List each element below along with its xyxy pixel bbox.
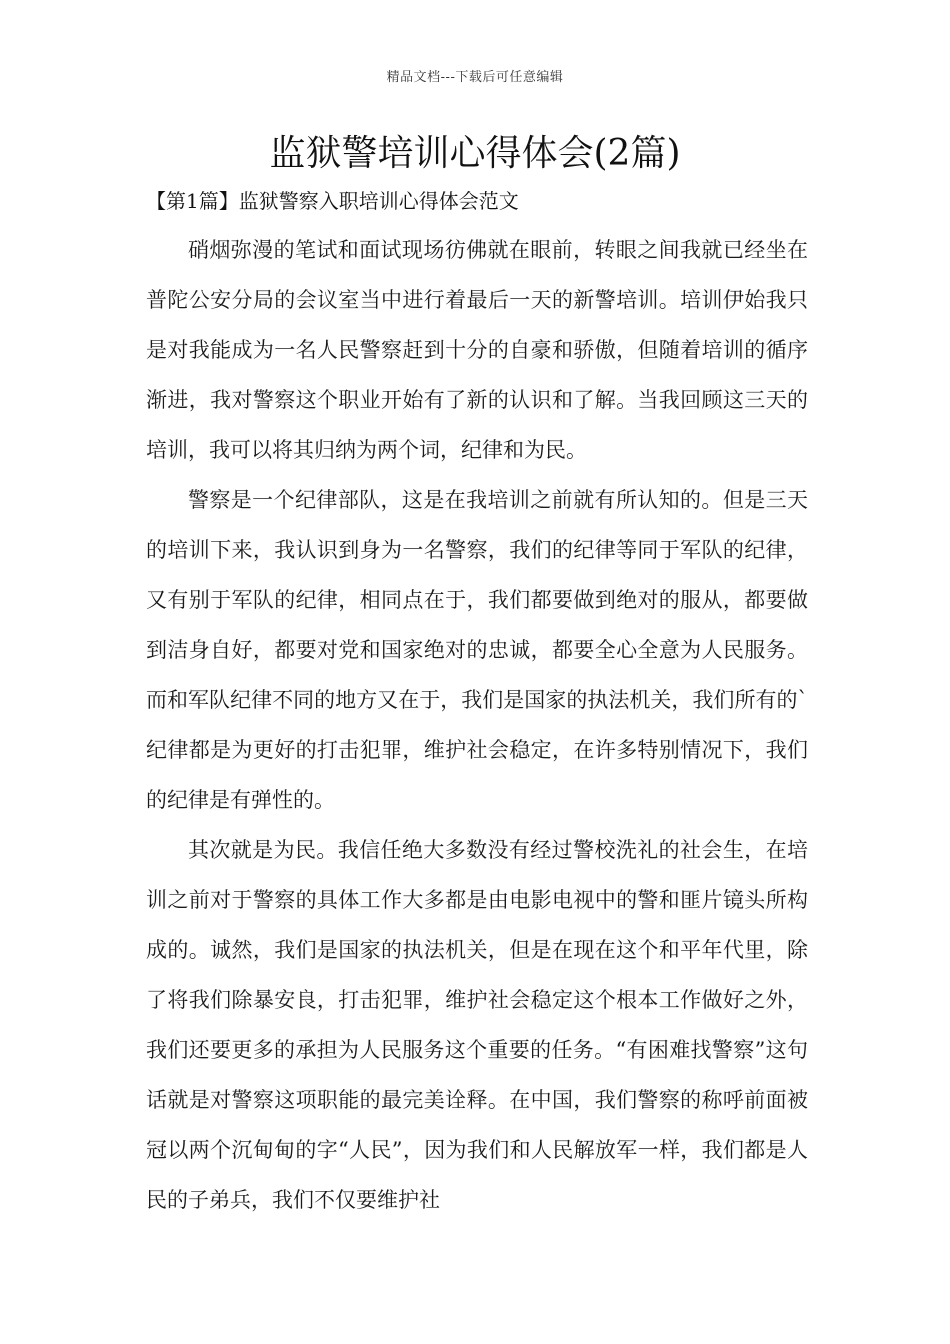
section-heading: 【第1篇】监狱警察入职培训心得体会范文 (146, 189, 519, 213)
document-title: 监狱警培训心得体会(2篇) (269, 133, 681, 174)
paragraph: 其次就是为民。我信任绝大多数没有经过警校洗礼的社会生，在培训之前对于警察的具体工作大多都是由电影电视中的警和匪片镜头所构成的。诚然，我们是国家的执法机关，但是在现在这个和平年代里，除了将我们除暴安良，打击犯罪，维护社会稳定这个根本工作做好之外，我们还要更多的承担为人民服务这个重要的任务。“有困难找警察”这句话就是对警察这项职能的最完美诠释。在中国，我们警察的称呼前面被冠以两个沉甸甸的字“人民”，因为我们和人民解放军一样，我们都是人民的子弟兵，我们不仅要维护社 (146, 838, 808, 1212)
paragraph: 硝烟弥漫的笔试和面试现场彷佛就在眼前，转眼之间我就已经坐在普陀公安分局的会议室当中进行着最后一天的新警培训。培训伊始我只是对我能成为一名人民警察赶到十分的自豪和骄傲，但随着培训的循序渐进，我对警察这个职业开始有了新的认识和了解。当我回顾这三天的培训，我可以将其归纳为两个词，纪律和为民。 (146, 238, 808, 462)
header-note: 精品文档---下载后可任意编辑 (386, 70, 564, 85)
body-text (146, 225, 808, 1225)
paragraph: 警察是一个纪律部队，这是在我培训之前就有所认知的。但是三天的培训下来，我认识到身为一名警察，我们的纪律等同于军队的纪律，又有别于军队的纪律，相同点在于，我们都要做到绝对的服从，都要做到洁身自好，都要对党和国家绝对的忠诚，都要全心全意为人民服务。而和军队纪律不同的地方又在于，我们是国家的执法机关，我们所有的`纪律都是为更好的打击犯罪，维护社会稳定，在许多特别情况下，我们的纪律是有弹性的。 (146, 488, 808, 812)
